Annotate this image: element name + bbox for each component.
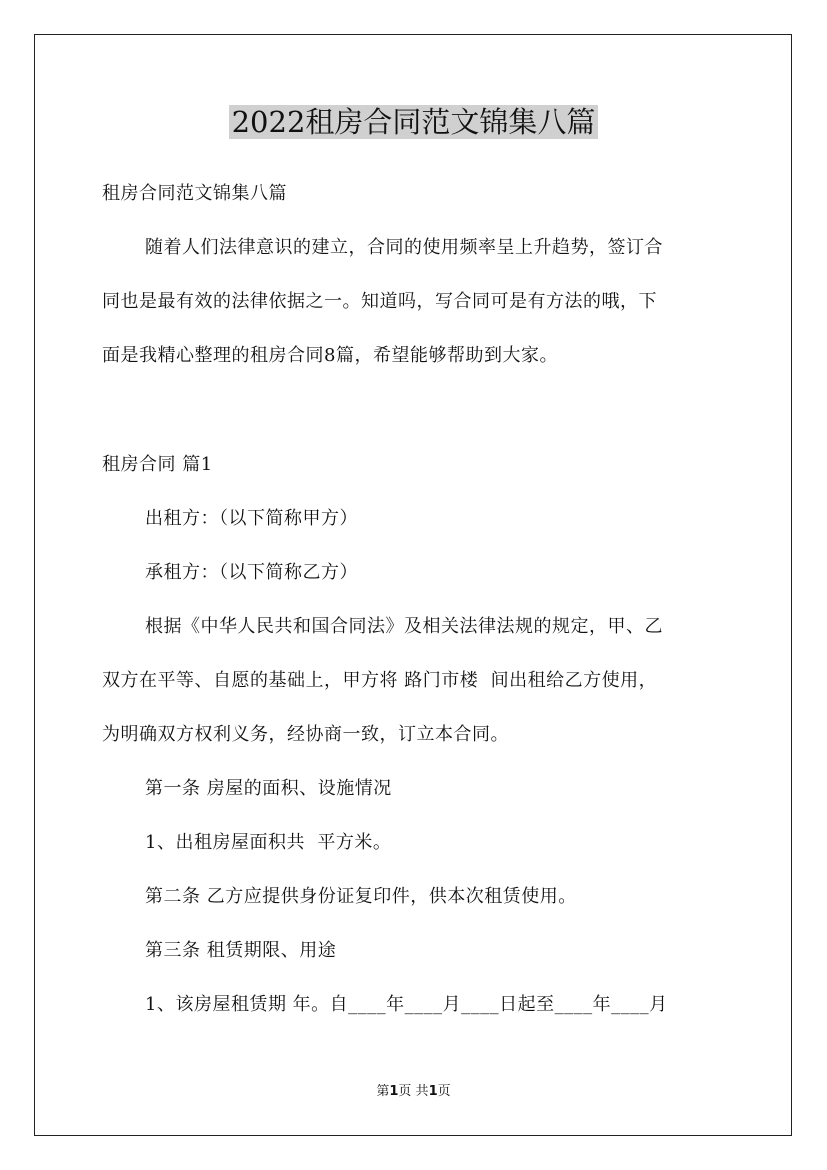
paragraph-line: 随着人们法律意识的建立，合同的使用频率呈上升趋势，签订合 — [145, 237, 663, 258]
document-title — [0, 100, 827, 144]
party-lessor: 出租方：（以下简称甲方） — [145, 508, 358, 529]
footer-page-number: 1 — [389, 1084, 399, 1099]
article-heading: 第二条 乙方应提供身份证复印件，供本次租赁使用。 — [145, 886, 577, 907]
clause-line: 1、出租房屋面积共 平方米。 — [145, 832, 392, 853]
footer-mid: 页 共 — [398, 1084, 429, 1099]
paragraph-line: 同也是最有效的法律依据之一。知道吗，写合同可是有方法的哦，下 — [102, 291, 657, 312]
party-lessee: 承租方：（以下简称乙方） — [145, 562, 358, 583]
document-title-text: 2022租房合同范文锦集八篇 — [229, 105, 599, 139]
paragraph-line: 面是我精心整理的租房合同8篇，希望能够帮助到大家。 — [102, 345, 558, 366]
paragraph-line: 为明确双方权利义务，经协商一致，订立本合同。 — [102, 724, 509, 745]
footer-suffix: 页 — [437, 1084, 451, 1099]
section-heading: 租房合同 篇1 — [102, 454, 213, 475]
article-heading: 第三条 租赁期限、用途 — [145, 940, 337, 961]
footer-prefix: 第 — [376, 1084, 390, 1099]
paragraph-line: 双方在平等、自愿的基础上，甲方将 路门市楼 间出租给乙方使用， — [102, 670, 658, 691]
clause-line: 1、该房屋租赁期 年。自____年____月____日起至____年____月 — [145, 994, 668, 1015]
intro-heading: 租房合同范文锦集八篇 — [102, 183, 287, 204]
footer-total-pages: 1 — [428, 1084, 438, 1099]
paragraph-line: 根据《中华人民共和国合同法》及相关法律法规的规定，甲、乙 — [145, 616, 663, 637]
page-footer — [0, 1083, 827, 1101]
article-heading: 第一条 房屋的面积、设施情况 — [145, 778, 392, 799]
